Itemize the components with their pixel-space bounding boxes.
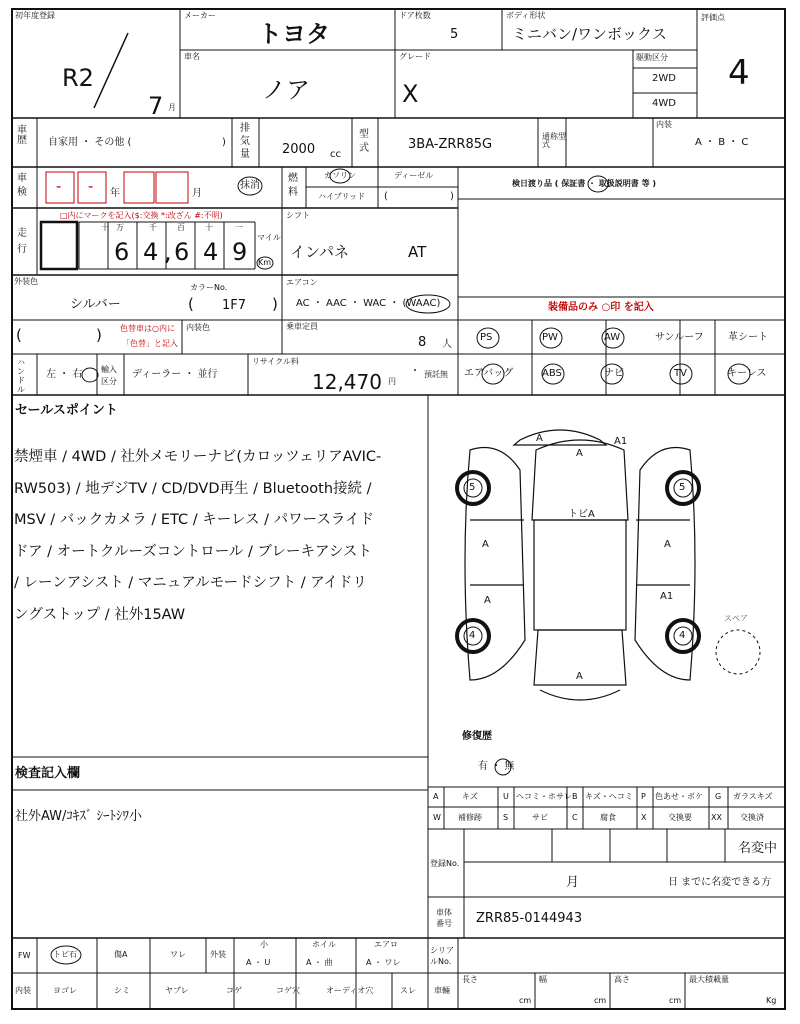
color-change-close: ) (96, 326, 102, 344)
displacement: 2000 (282, 142, 316, 157)
maker-label: メーカー (184, 11, 216, 20)
capacity-label: 乗車定員 (286, 322, 318, 331)
color-change-note-2: 「色替」と記入 (122, 339, 178, 348)
exterior-color: シルバー (70, 297, 121, 312)
serial-label: シリアルNo. (430, 946, 454, 966)
history-text: 自家用 ・ その他 ( (48, 137, 132, 148)
sales-points-text (14, 442, 426, 631)
dim-label: 幅 (539, 975, 547, 984)
diagram-mark: A (536, 433, 543, 444)
legend-code: G (715, 792, 722, 801)
common-model-label: 通称型式 (542, 132, 566, 149)
legend-code: U (503, 792, 509, 801)
diagram-mark: A (576, 448, 583, 459)
sales-line: 禁煙車 / 4WD / 社外メモリーナビ(カロッツェリアAVIC- (14, 449, 382, 465)
inspection-note: 社外AW/ｺｷｽﾞ ｼｰﾄｼﾜ小 (15, 809, 143, 824)
body-shape-label: ボディ形状 (506, 11, 546, 20)
sales-line: ドア / オートクルーズコントロール / ブレーキアシスト (14, 543, 372, 560)
ext-head: ホイル (312, 940, 336, 949)
legend-desc: 腐食 (600, 813, 616, 822)
fw-label: FW (18, 951, 31, 960)
dim-label: 最大積載量 (689, 975, 729, 984)
drive-label: 駆動区分 (636, 53, 668, 62)
interior-color-label: 内装色 (186, 323, 210, 332)
color-no-open: ( (188, 295, 194, 313)
unit-sen: 千 (149, 223, 157, 232)
sales-line: ングストップ / 社外15AW (14, 606, 186, 623)
fw-item: トビ石 (53, 950, 77, 959)
ext-value: A ・ 曲 (306, 958, 333, 967)
interior-item: オーディオ穴 (326, 986, 374, 995)
displacement-cc: cc (330, 149, 341, 160)
color-no: 1F7 (222, 298, 247, 313)
digit-2: 4 (143, 238, 159, 266)
capacity-unit: 人 (442, 339, 452, 350)
capacity: 8 (418, 335, 427, 350)
legend-code: A (433, 792, 439, 801)
equip-ps: PS (480, 332, 493, 343)
aircon: AC ・ AAC ・ WAC ・ (WAAC) (296, 298, 441, 309)
docs-text: 検日渡り品 ( 保証書 ・ 取扱説明書 等 ) (512, 179, 657, 188)
ext-value: A ・ ワレ (366, 958, 401, 967)
rating-label: 評価点 (701, 13, 725, 22)
legend-code: B (572, 792, 578, 801)
unit-hyaku: 百 (177, 223, 185, 232)
equip-tv: TV (674, 368, 687, 379)
color-no-close: ) (272, 295, 278, 313)
equip-navi: ナビ (604, 368, 624, 379)
diagram-mark: A1 (660, 591, 674, 602)
diagram-mark: A (482, 539, 489, 550)
inspection-title: 検査記入欄 (15, 766, 81, 781)
drive-4wd: 4WD (652, 98, 676, 109)
aircon-label: エアコン (286, 278, 318, 287)
displacement-label: 排気量 (240, 123, 250, 160)
diagram-mark: A (576, 671, 583, 682)
doors-label: ドア枚数 (399, 11, 431, 20)
registration-day: 日 までに名変できる方 (668, 877, 772, 888)
legend-desc: 補修跡 (458, 813, 482, 822)
fuel-label-text: 燃料 (288, 173, 298, 198)
mileage-label: 走行 (17, 228, 27, 255)
first-reg-month: 7 (148, 92, 164, 120)
sales-points-title: セールスポイント (15, 403, 118, 418)
dim-label: 高さ (614, 975, 630, 984)
equipment-header: 装備品のみ ○印 を記入 (548, 302, 654, 313)
maker: トヨタ (258, 20, 330, 48)
exterior-label: 外装 (210, 950, 226, 959)
digit-4: 4 (203, 238, 219, 266)
equip-airbag: エアバッグ (464, 368, 514, 379)
fw-item: 傷A (114, 950, 128, 959)
first-reg-month-unit: 月 (168, 103, 176, 112)
diagram-mark: A1 (614, 436, 628, 447)
recycle-label: リサイクル料 (252, 357, 299, 366)
ext-value: A ・ U (246, 958, 271, 967)
digit-3: 6 (174, 238, 190, 266)
equip-sunroof: サンルーフ (655, 332, 704, 343)
interior-item: ヨゴレ (53, 986, 77, 995)
mileage-mile: マイル (257, 233, 281, 242)
legend-desc: サビ (532, 813, 548, 822)
first-reg-label: 初年度登録 (15, 11, 55, 20)
legend-code: W (433, 813, 441, 822)
fuel-hybrid: ハイブリッド (318, 192, 366, 201)
shift: AT (408, 243, 427, 261)
fuel-gasoline: ガソリン (324, 171, 356, 180)
ext-head: エアロ (374, 940, 398, 949)
first-reg-era: R2 (62, 64, 94, 92)
shift-type: インパネ (290, 243, 349, 261)
color-change-open: ( (16, 326, 22, 344)
mileage-comma: , (164, 238, 172, 266)
handle-label: ハンドル (17, 358, 25, 394)
interior-item: ヤブレ (165, 986, 189, 995)
fuel-diesel: ディーゼル (394, 171, 434, 180)
equip-leather: 革シート (728, 332, 768, 343)
tire-rear-left: 4 (469, 630, 476, 641)
recycle-value: 12,470 (312, 370, 382, 394)
import-label: 輸入区分 (101, 365, 117, 386)
recycle-deposit: 預託無 (424, 370, 448, 379)
interior-item: シミ (114, 986, 130, 995)
inspection-dash-2: - (88, 177, 94, 195)
fuel-paren-open: ( (384, 191, 388, 202)
sales-line: / レーンアシスト / マニュアルモードシフト / アイドリ (14, 575, 367, 591)
color-no-label: カラーNo. (190, 283, 228, 292)
diagram-mark: A (664, 539, 671, 550)
tire-front-left: 5 (469, 482, 476, 493)
legend-desc: ヘコミ・ホサレ (516, 792, 572, 801)
model-label: 型式 (359, 129, 369, 154)
legend-code: S (503, 813, 509, 822)
dim-unit: cm (669, 996, 682, 1005)
unit-man: 万 (116, 223, 124, 232)
doors: 5 (450, 27, 459, 42)
legend-desc: 色あせ・ボケ (655, 792, 703, 801)
dim-unit: cm (594, 996, 607, 1005)
digit-5: 9 (232, 238, 248, 266)
dim-unit: Kg (766, 996, 777, 1005)
spare-label: スペア (724, 614, 748, 623)
interior-label-bottom: 内装 (15, 986, 31, 995)
mileage-note: □内にマークを記入($:交換 *:改ざん #:不明) (60, 211, 223, 220)
diagram-mark: A (484, 595, 491, 606)
body-shape: ミニバン/ワンボックス (512, 25, 667, 43)
car-name-label: 車名 (184, 52, 200, 61)
recycle-dot: ・ (410, 366, 420, 377)
name-change: 名変中 (738, 841, 778, 856)
model: 3BA-ZRR85G (408, 137, 493, 152)
interior-item: スレ (400, 986, 416, 995)
tire-front-right: 5 (679, 482, 686, 493)
drive-2wd: 2WD (652, 73, 676, 84)
exterior-color-label: 外装色 (14, 277, 38, 286)
grade: X (402, 80, 419, 108)
legend-code: C (572, 813, 578, 822)
dim-unit: cm (519, 996, 532, 1005)
rating: 4 (728, 53, 750, 93)
repair-value: 有 ・ 無 (478, 761, 515, 772)
car-name: ノア (262, 76, 310, 104)
registration-month: 月 (566, 875, 580, 890)
vin-label: 車体番号 (436, 908, 452, 928)
sales-line: MSV / バックカメラ / ETC / キーレス / パワースライド (14, 512, 374, 528)
legend-desc: ガラスキズ (733, 792, 773, 801)
unit-jyu: 十 (205, 223, 213, 232)
digit-1: 6 (114, 238, 130, 266)
expired: 抹消 (240, 180, 260, 191)
legend-code: X (641, 813, 647, 822)
dim-label: 長さ (462, 975, 478, 984)
legend-desc: キズ・ヘコミ (585, 792, 633, 801)
shift-label: シフト (286, 211, 310, 220)
legend-desc: 交換要 (668, 813, 692, 822)
legend-code: XX (711, 813, 722, 822)
unit-ichi: 一 (235, 223, 243, 232)
legend-desc: 交換済 (740, 813, 764, 822)
history-label: 車歴 (17, 125, 27, 146)
color-change-note-1: 色替車は○内に (120, 324, 175, 333)
legend-code: P (641, 792, 646, 801)
inspection-month-unit: 月 (192, 188, 202, 199)
interior-label: 内装 (656, 120, 672, 129)
legend-desc: キズ (462, 792, 478, 801)
grade-label: グレード (399, 52, 431, 61)
fuel-paren-close: ) (450, 191, 454, 202)
inspection-year-unit: 年 (110, 188, 120, 199)
equip-keyless: キーレス (727, 368, 767, 379)
equip-abs: ABS (542, 368, 562, 379)
history-close: ) (222, 137, 226, 148)
equip-pw: PW (542, 332, 558, 343)
repair-label: 修復歴 (462, 731, 492, 742)
interior-item: コゲ (226, 986, 242, 995)
registration-label: 登録No. (430, 859, 460, 868)
interior-grades: A ・ B ・ C (695, 137, 749, 148)
interior-item: コゲ穴 (276, 986, 300, 995)
inspection-label: 車検 (17, 173, 27, 198)
import-value: ディーラー ・ 並行 (132, 369, 218, 380)
fw-item: ワレ (170, 950, 186, 959)
recycle-unit: 円 (388, 377, 396, 386)
inspection-dash-1: - (56, 177, 62, 195)
equip-aw: AW (604, 332, 621, 343)
handle-value: 左 ・ 右 (46, 369, 83, 380)
mileage-km: Km (258, 258, 272, 267)
vin: ZRR85-0144943 (476, 911, 583, 926)
dims-label: 車輛 (434, 986, 450, 995)
sales-line: RW503) / 地デジTV / CD/DVD再生 / Bluetooth接続 / (14, 480, 372, 497)
tire-rear-right: 4 (679, 630, 686, 641)
diagram-mark: トビA (568, 509, 595, 520)
ext-head: 小 (260, 940, 268, 949)
unit-jyuman: 十 (101, 223, 109, 232)
